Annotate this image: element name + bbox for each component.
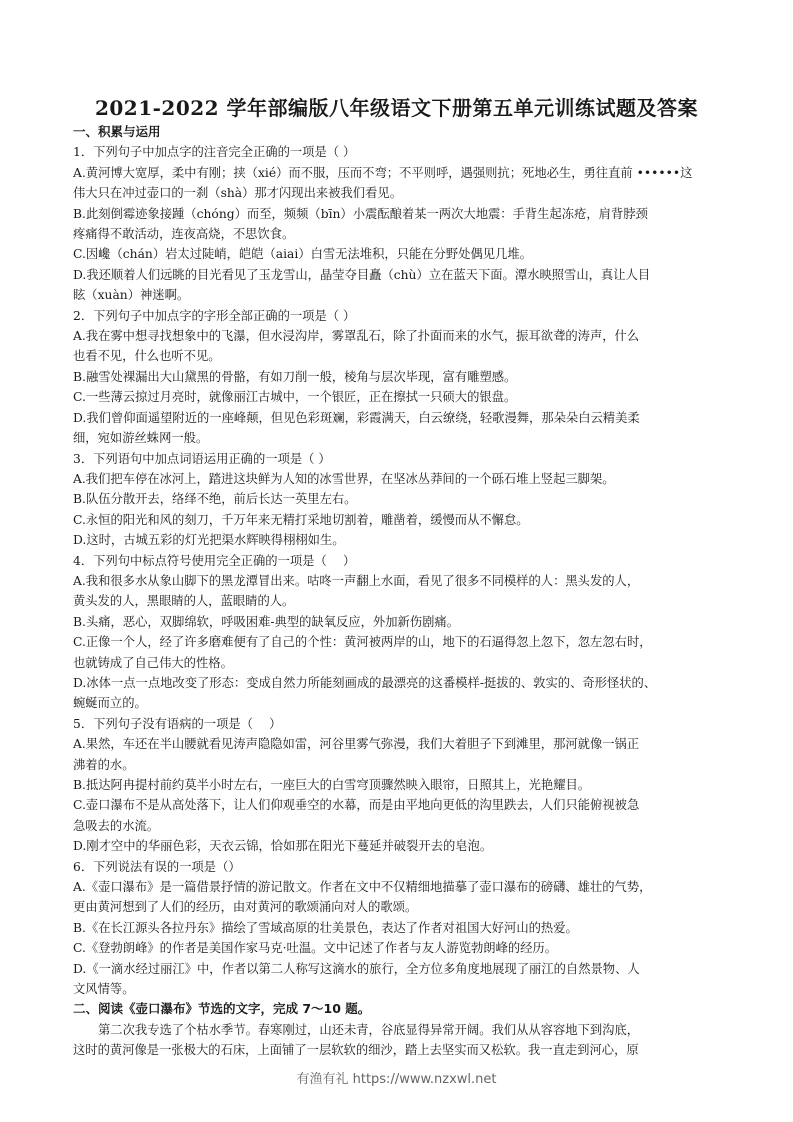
text-line: 也看不见，什么也听不见。 (73, 349, 221, 364)
text-line: 蜿蜒而立的。 (73, 696, 147, 711)
text-line: A.果然，车还在半山腰就看见涛声隐隐如雷，河谷里雾气弥漫，我们大着胆子下到滩里，那河就像一锅正 (73, 737, 640, 752)
passage-line: 第二次我专选了个枯水季节。春寒刚过，山还未青，谷底显得异常开阔。我们从从容容地下到沟底， (98, 1022, 640, 1037)
text-line: 文风情等。 (73, 982, 135, 997)
text-line: B.抵达阿冉提村前约莫半小时左右，一座巨大的白雪穹顶骤然映入眼帘，日照其上，光艳耀目。 (73, 778, 591, 792)
text-line: A.我和很多水从象山脚下的黑龙潭冒出来。咕咚一声翻上水面，看见了很多不同模样的人：黑头发的人， (73, 573, 640, 588)
text-line: D.这时，古城五彩的灯光把渠水辉映得栩栩如生。 (73, 533, 345, 548)
text-line: D.冰体一点一点地改变了形态：变成自然力所能刻画成的最漂亮的这番模样-挺拔的、敦实的、奇形怪状的、 (73, 675, 657, 690)
question-stem: 5．下列句子没有语病的一项是（ ） (73, 716, 282, 731)
text-line: C.壶口瀑布不是从高处落下，让人们仰观垂空的水幕，而是由平地向更低的沟里跌去，人们只能俯视被急 (73, 798, 640, 813)
question-stem: 6．下列说法有误的一项是（） (73, 859, 241, 874)
text-line: 细，宛如游丝蛛网一般。 (73, 431, 209, 446)
text-line: B.头痛，恶心，双脚绵软，呼吸困难-典型的缺氧反应，外加新伤剧痛。 (73, 614, 460, 629)
text-line: A.《壶口瀑布》是一篇借景抒情的游记散文。作者在文中不仅精细地描摹了壶口瀑布的磅礴、雄壮的气势， (73, 880, 652, 895)
text-line: 黄头发的人，黑眼睛的人，蓝眼睛的人。 (73, 594, 295, 609)
text-line: D.《一滴水经过丽江》中，作者以第二人称写这滴水的旅行，全方位多角度地展现了丽江的自然景物、人 (73, 961, 640, 976)
text-line: 更由黄河想到了人们的经历，由对黄河的歌颂涌向对人的歌颂。 (73, 900, 418, 915)
text-line: 疼痛得不敢活动，连夜高烧，不思饮食。 (73, 227, 295, 242)
document-title: 2021-2022 学年部编版八年级语文下册第五单元训练试题及答案 (94, 96, 699, 120)
watermark-footer: 有渔有礼 https://www.nzxwl.net (296, 1072, 497, 1087)
text-line: A.我在雾中想寻找想象中的飞瀑，但水浸沟岸，雾罩乱石，除了扑面而来的水气，振耳欲聋的涛声，什么 (73, 329, 640, 344)
section-heading: 一、积累与运用 (73, 124, 161, 139)
text-line: B.融雪处裸漏出大山黛黑的骨骼，有如刀削一般，棱角与层次毕现，富有雕塑感。 (73, 369, 517, 384)
text-line: B.《在长江源头各拉丹东》描绘了雪域高原的壮美景色，表达了作者对祖国大好河山的热爱。 (73, 920, 578, 935)
text-line: D.刚才空中的华丽色彩，天衣云锦，恰如那在阳光下蔓延并破裂开去的皂泡。 (73, 839, 493, 854)
text-line: 急吸去的水流。 (73, 818, 160, 833)
text-line: 也就铸成了自己伟大的性格。 (73, 655, 233, 670)
text-line: A.我们把车停在冰河上，踏进这块鲜为人知的冰雪世界，在坚冰丛莽间的一个砾石堆上竖起三脚架。 (73, 471, 615, 486)
text-line: 眩（xuàn）神迷啊。 (73, 288, 190, 303)
text-line: B.队伍分散开去，络绎不绝，前后长达一英里左右。 (73, 492, 357, 507)
text-line: C.一些薄云掠过月亮时，就像丽江古城中，一个银匠，正在擦拭一只硕大的银盘。 (73, 390, 517, 405)
text-line: C.《登勃朗峰》的作者是美国作家马克·吐温。文中记述了作者与友人游览勃朗峰的经历。 (73, 941, 558, 956)
text-line: D.我还顺着人们远眺的目光看见了玉龙雪山，晶莹夺目矗（chù）立在蓝天下面。潭水映照雪山，真让人目 (73, 267, 651, 282)
document-body (73, 122, 728, 1061)
text-line: 沸着的水。 (73, 757, 135, 772)
text-line: C.正像一个人，经了许多磨难便有了自己的个性：黄河被两岸的山，地下的石逼得忽上忽下，忽左忽右时， (73, 635, 652, 650)
text-line: B.此刻倒霉迹象接踵（chóng）而至，频频（bīn）小震酝酿着某一两次大地震：手背生起冻疮，肩背脖颈 (73, 206, 648, 221)
question-stem: 3．下列语句中加点词语运用正确的一项是（ ） (73, 451, 331, 466)
text-line: 伟大只在冲过壶口的一刹（shà）那才闪现出来被我们看见。 (73, 186, 402, 201)
question-stem: 1．下列句子中加点字的注音完全正确的一项是（ ） (73, 145, 356, 160)
text-line: 这时的黄河像是一张极大的石床，上面铺了一层软软的细沙，踏上去坚实而又松软。我一直走到河心，原 (73, 1043, 639, 1058)
text-line: A.黄河博大宽厚，柔中有刚；挟（xié）而不服，压而不弯；不平则呼，遇强则抗；死地必生，勇往直前 ••••••这 (73, 165, 693, 180)
text-line: C.永恒的阳光和风的刻刀，千万年来无精打采地切割着，雕凿着，缓慢而从不懈怠。 (73, 512, 529, 527)
question-stem: 2．下列句子中加点字的字形全部正确的一项是（ ） (73, 308, 356, 323)
section-heading: 二、阅读《壶口瀑布》节选的文字，完成 7～10 题。 (73, 1001, 371, 1017)
text-line: D.我们曾仰面遥望附近的一座峰颠，但见色彩斑斓，彩霞满天，白云缭绕，轻歌漫舞，那朵朵白云精美柔 (73, 410, 640, 425)
text-line: C.因巉（chán）岩太过陡峭，皑皑（aiai）白雪无法堆积，只能在分野处偶见几堆。 (73, 247, 532, 262)
question-stem: 4．下列句中标点符号使用完全正确的一项是（ ） (73, 553, 356, 568)
